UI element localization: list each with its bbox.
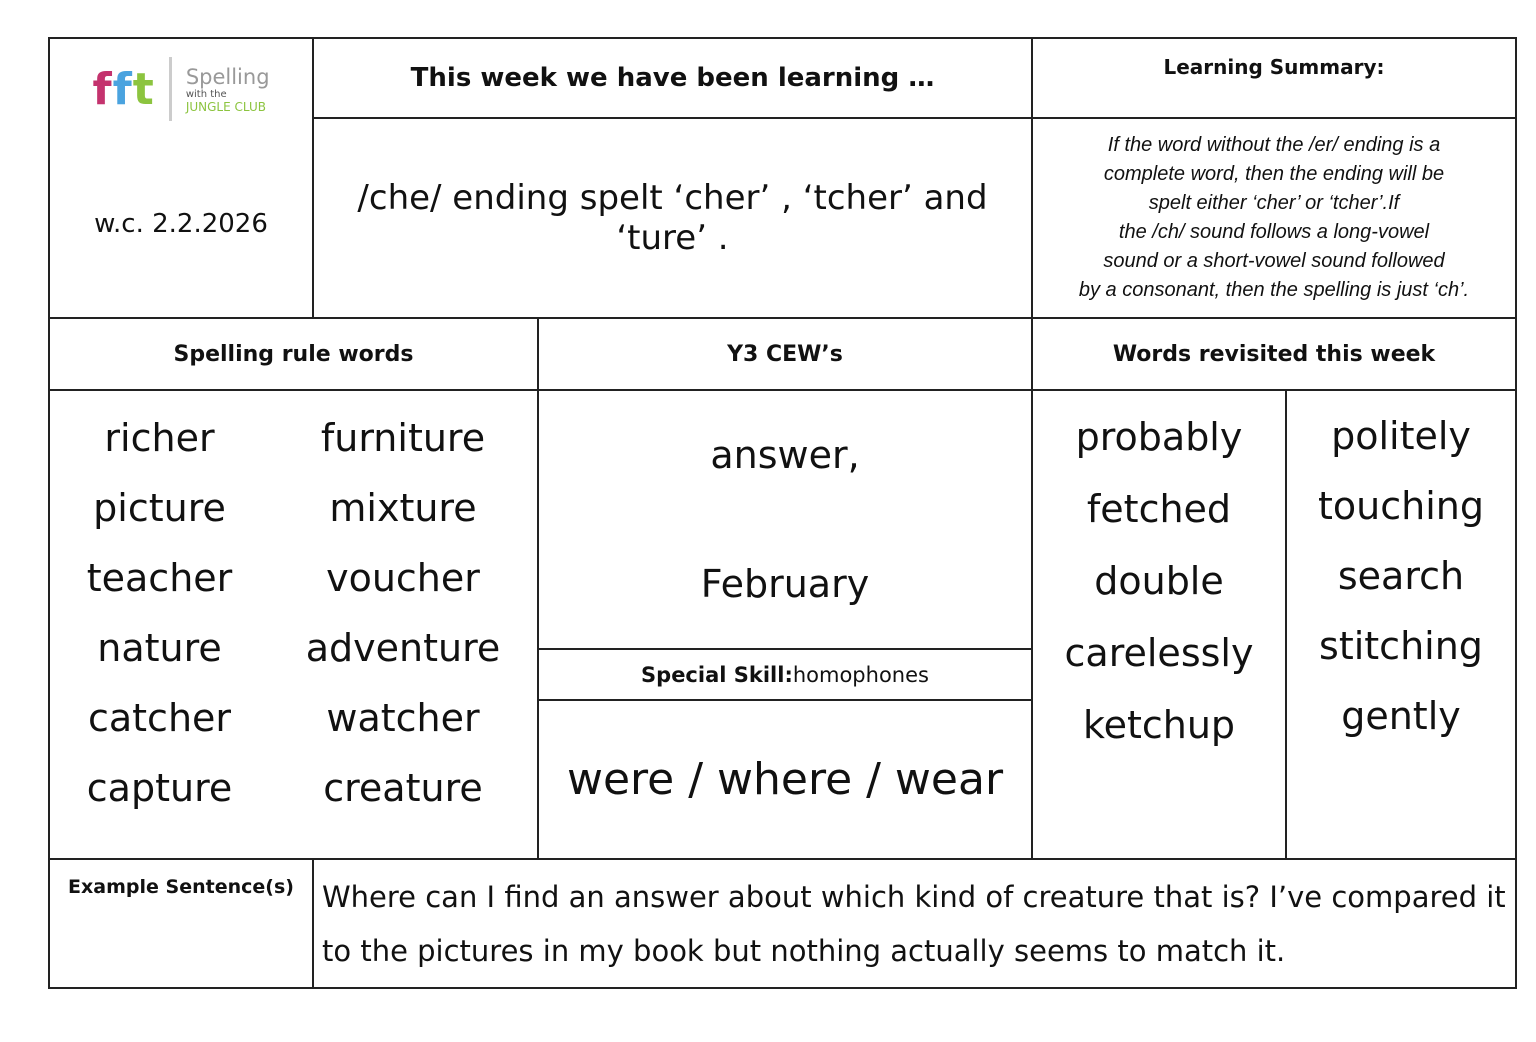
word: catcher (87, 696, 232, 740)
homophones: were / where / wear (537, 699, 1033, 860)
learning-topic: /che/ ending spelt ‘cher’ , ‘tcher’ and ‘ture’ . (312, 117, 1033, 319)
word: gently (1341, 694, 1461, 738)
summary-line: If the word without the /er/ ending is a (1107, 134, 1441, 156)
word: probably (1075, 415, 1243, 459)
summary-text (1031, 117, 1517, 319)
summary-line: sound or a short-vowel sound followed (1103, 250, 1445, 272)
word: double (1094, 559, 1224, 603)
word: touching (1318, 484, 1484, 528)
word: picture (93, 486, 226, 530)
revisit-col2-cell (1285, 389, 1517, 860)
word: search (1337, 554, 1465, 598)
week-date: w.c. 2.2.2026 (94, 209, 268, 239)
summary-line: spelt either ‘cher’ or ‘tcher’.If (1148, 192, 1400, 214)
spelling-col2 (306, 403, 501, 823)
summary-line: complete word, then the ending will be (1103, 163, 1445, 185)
special-skill-label: Special Skill: (641, 662, 793, 687)
logo-line1: Spelling (185, 64, 270, 89)
revisit-heading: Words revisited this week (1031, 317, 1517, 391)
word: furniture (320, 416, 486, 460)
logo-cell (48, 37, 314, 319)
cew-heading: Y3 CEW’s (537, 317, 1033, 391)
summary-line: the /ch/ sound follows a long-vowel (1118, 221, 1430, 243)
logo-divider (169, 57, 172, 121)
cew-word: answer, (710, 433, 860, 478)
word: politely (1331, 414, 1471, 458)
example-text: Where can I find an answer about which kind of creature that is? I’ve compared it to the pictures in my book but nothing actually seems to match it. (312, 858, 1517, 989)
revisit-col1-cell (1031, 389, 1287, 860)
logo-line3: JUNGLE CLUB (185, 99, 266, 114)
special-skill (537, 648, 1033, 701)
word: richer (104, 416, 215, 460)
revisit-col1 (1065, 401, 1254, 761)
word: mixture (329, 486, 477, 530)
example-heading: Example Sentence(s) (48, 858, 314, 989)
cew-word: February (700, 561, 870, 606)
learning-heading: This week we have been learning … (312, 37, 1033, 119)
spelling-heading: Spelling rule words (48, 317, 539, 391)
word: creature (323, 766, 483, 810)
summary-heading: Learning Summary: (1031, 37, 1517, 119)
word: ketchup (1082, 703, 1236, 747)
special-skill-value: homophones (792, 662, 929, 687)
word: capture (86, 766, 233, 810)
cew-words (537, 389, 1033, 650)
word: fetched (1086, 487, 1232, 531)
word: nature (97, 626, 222, 670)
logo-mark: fft (92, 63, 155, 115)
word: carelessly (1064, 631, 1254, 675)
word: stitching (1319, 624, 1483, 668)
word: watcher (326, 696, 480, 740)
word: voucher (326, 556, 480, 600)
spelling-words (48, 389, 539, 860)
word: teacher (86, 556, 233, 600)
logo-line2: with the (185, 88, 227, 100)
summary-line: by a consonant, then the spelling is just ‘ch’. (1078, 279, 1470, 301)
word: adventure (305, 626, 501, 670)
logo (92, 57, 269, 121)
revisit-col2 (1318, 401, 1484, 751)
spelling-col1 (87, 403, 233, 823)
